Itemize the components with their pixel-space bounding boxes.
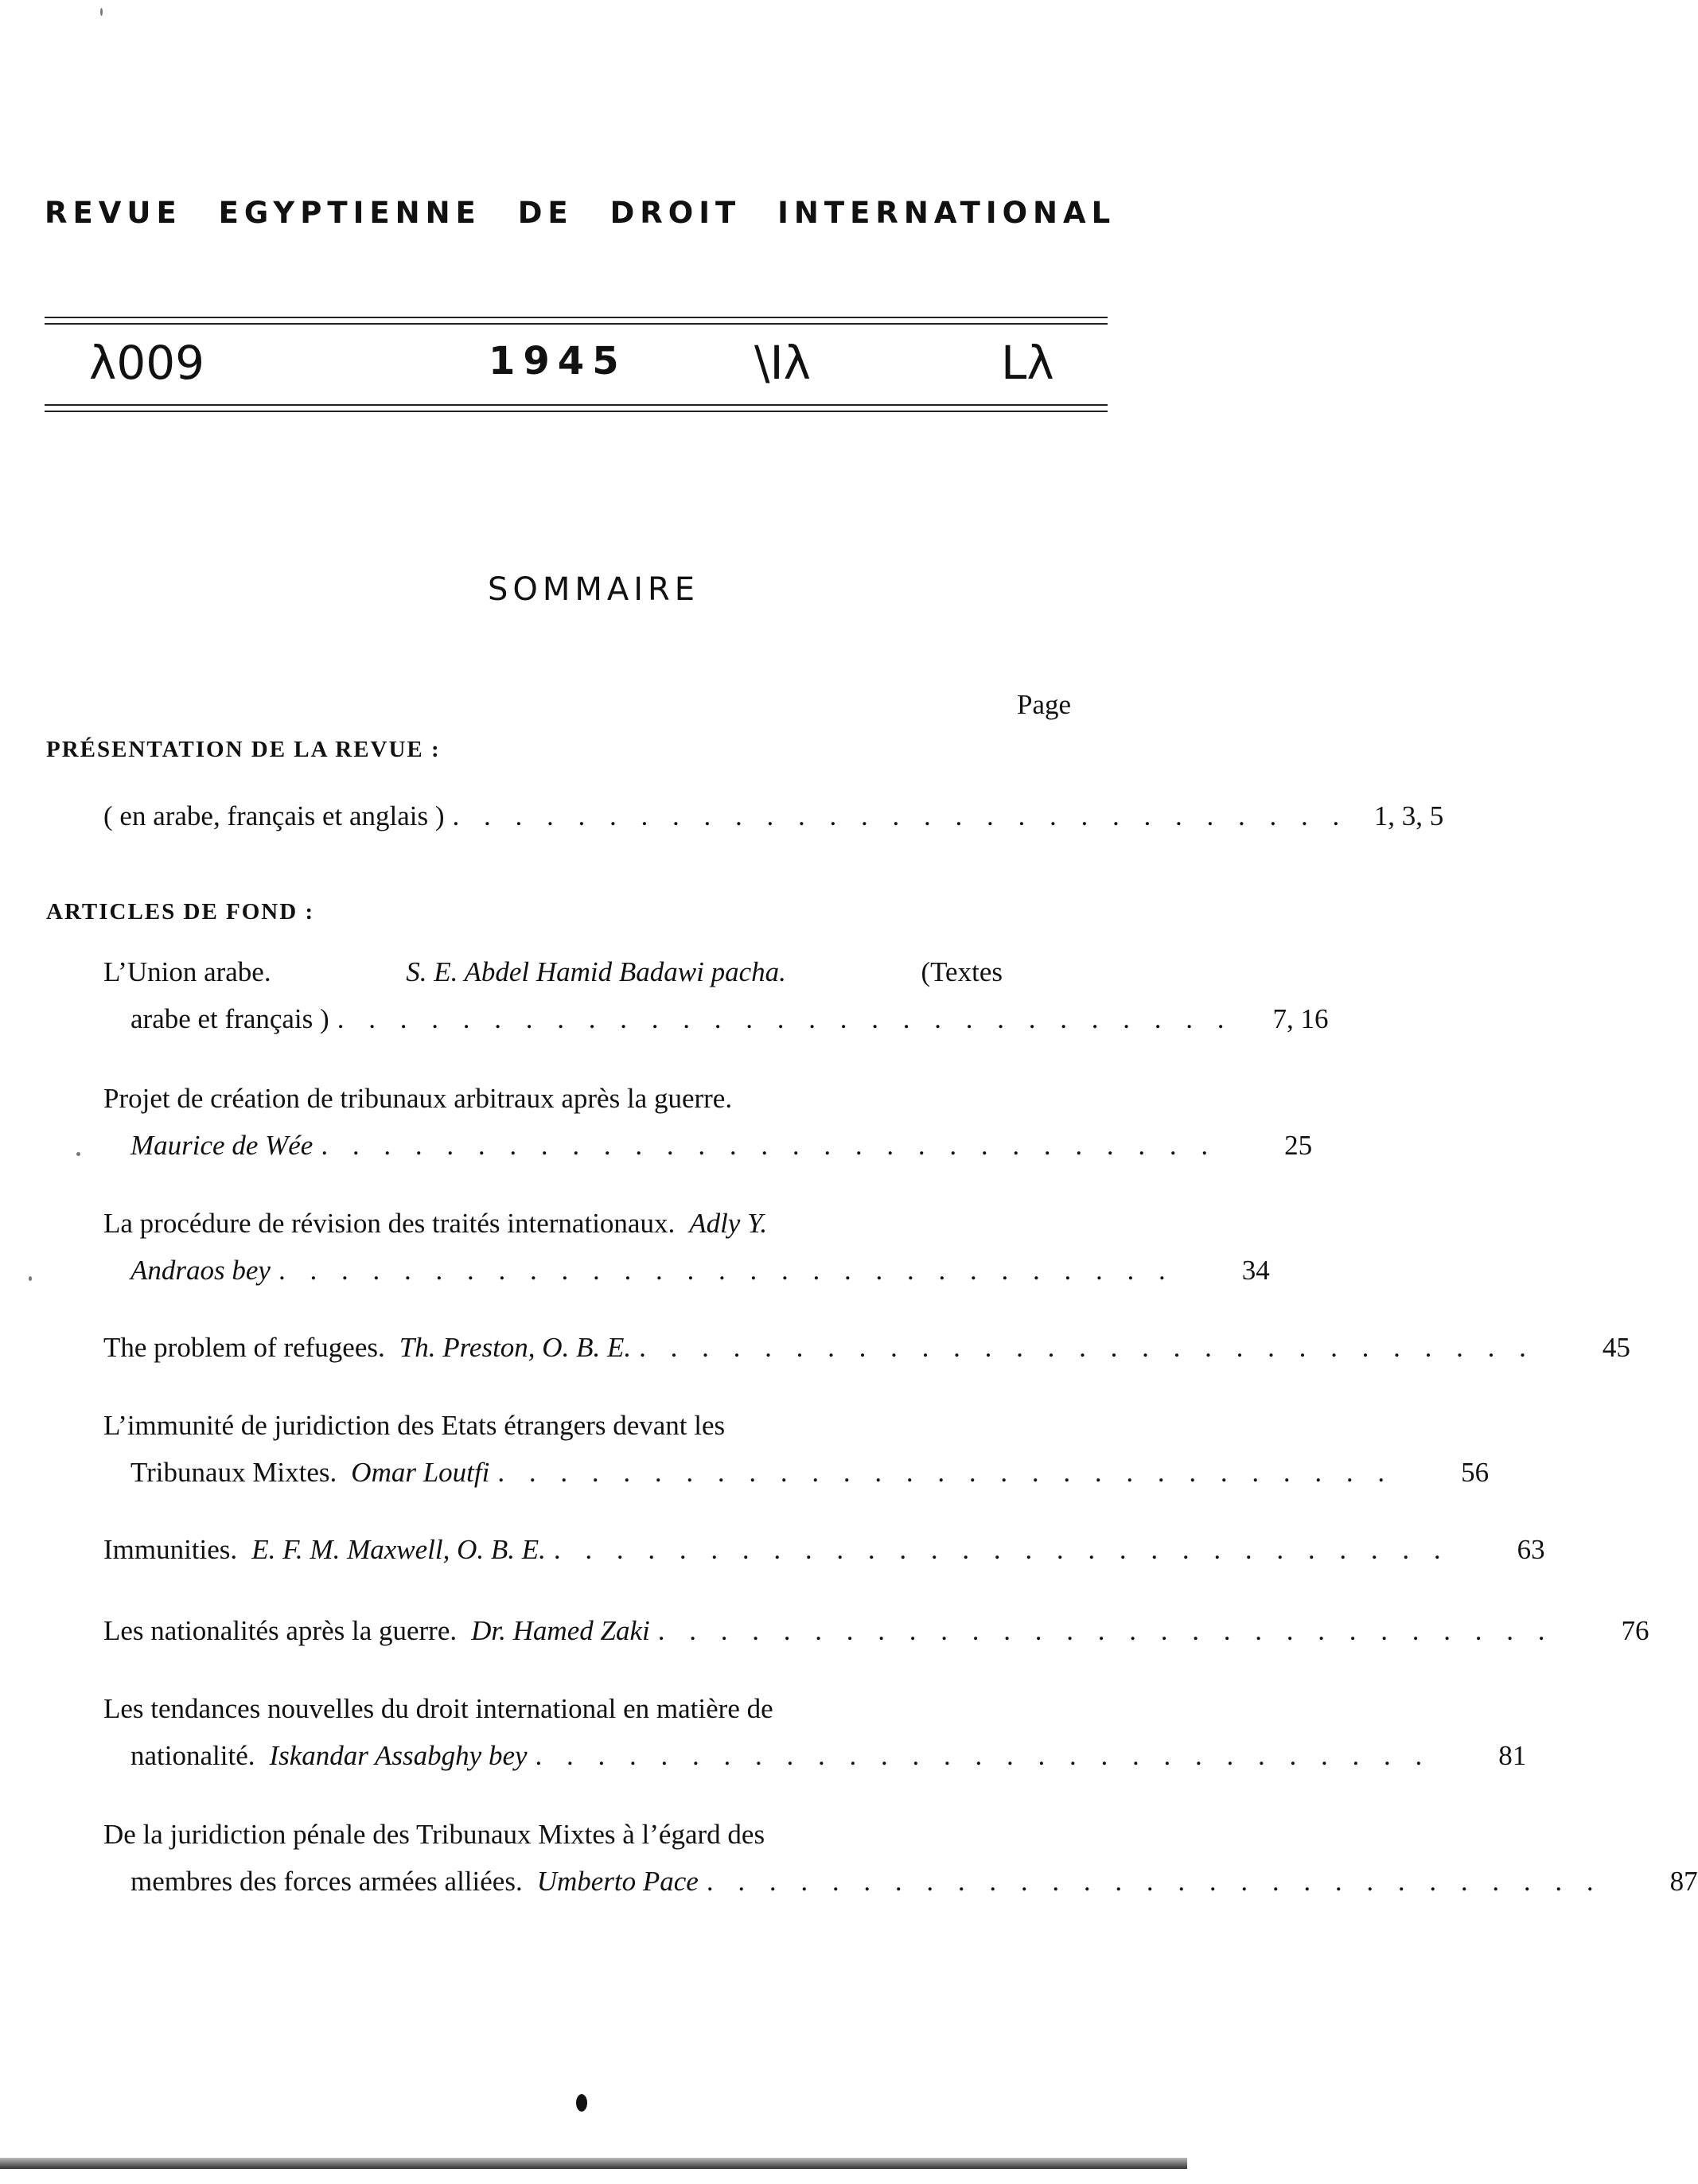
entry-page: 76 [1621,1615,1649,1646]
page-column-label: Page [1017,689,1072,720]
entry-title: Projet de création de tribunaux arbitraux après la guerre. [103,1083,733,1114]
dot-leader: . . . . . . . . . . . . . . . . . . . . . . . . . . . . . [535,1740,1431,1771]
entry-page: 87 [1669,1866,1698,1897]
entry-page: 81 [1498,1740,1527,1771]
entry-title: Les tendances nouvelles du droit international en matière de [103,1693,773,1724]
entry-page: 7, 16 [1272,1003,1329,1034]
entry-author: Dr. Hamed Zaki [471,1615,650,1646]
entry-page: 45 [1602,1332,1630,1363]
entry-title: L’immunité de juridiction des Etats étrangers devant les [103,1410,726,1441]
handwritten-note-middle: \Iλ [754,336,811,390]
toc-entry [103,1607,1649,1654]
entry-page: 56 [1461,1457,1490,1488]
dot-leader: . . . . . . . . . . . . . . . . . . . . . . . . . . . . . [337,1003,1233,1034]
entry-page: 34 [1241,1255,1270,1286]
entry-title: ( en arabe, français et anglais ) [103,800,445,831]
entry-author: Omar Loutfi [351,1457,490,1488]
entry-author: Umberto Pace [536,1866,699,1897]
toc-entry [103,1075,1313,1169]
entry-author: Adly Y. [689,1208,768,1239]
entry-author: Iskandar Assabghy bey [269,1740,528,1771]
entry-author: S. E. Abdel Hamid Badawi pacha. [406,956,786,987]
section-heading-articles: ARTICLES DE FOND : [46,899,315,925]
entry-title-continued: membres des forces armées alliées. [130,1866,523,1897]
header-top-rule [45,317,1108,325]
header-bottom-rule [45,404,1108,412]
entry-title: La procédure de révision des traités internationaux. [103,1208,676,1239]
scan-speck [100,8,103,16]
scan-speck [29,1276,32,1281]
section-heading-presentation: PRÉSENTATION DE LA REVUE : [46,737,441,762]
entry-page: 1, 3, 5 [1373,800,1444,831]
entry-author: Th. Preston, O. B. E. [399,1332,632,1363]
dot-leader: . . . . . . . . . . . . . . . . . . . . . . . . . . . . . [657,1615,1554,1646]
dot-leader: . . . . . . . . . . . . . . . . . . . . . . . . . . . . . [278,1255,1174,1286]
entry-title: The problem of refugees. [103,1332,385,1363]
issue-year: 1945 [489,339,627,383]
entry-title: Immunities. [103,1534,238,1565]
entry-author: E. F. M. Maxwell, O. B. E. [251,1534,546,1565]
handwritten-note-left: λ009 [89,336,205,390]
entry-title-continued: arabe et français ) [130,1003,329,1034]
toc-entry [103,948,1329,1042]
toc-entry [103,1200,1270,1294]
entry-page: 63 [1517,1534,1545,1565]
entry-title: De la juridiction pénale des Tribunaux Mixtes à l’égard des [103,1819,765,1850]
entry-title-tail: (Textes [921,956,1003,987]
toc-entry [103,1685,1527,1779]
dot-leader: . . . . . . . . . . . . . . . . . . . . . . . . . . . . . [497,1457,1394,1488]
footer-ink-mark [576,2094,587,2112]
entry-title-continued: nationalité. [130,1740,255,1771]
entry-author-continued: Andraos bey [130,1255,271,1286]
entry-title-continued: Tribunaux Mixtes. [130,1457,337,1488]
toc-entry [103,1526,1545,1573]
dot-leader: . . . . . . . . . . . . . . . . . . . . . . . . . . . . . [321,1130,1217,1161]
toc-entry [103,1811,1698,1905]
dot-leader: . . . . . . . . . . . . . . . . . . . . . . . . . . . . . [639,1332,1535,1363]
sommaire-heading: SOMMAIRE [487,571,700,608]
dot-leader: . . . . . . . . . . . . . . . . . . . . . . . . . . . . . [706,1866,1603,1897]
dot-leader: . . . . . . . . . . . . . . . . . . . . . . . . . . . . . [452,800,1349,831]
journal-title: REVUE EGYPTIENNE DE DROIT INTERNATIONAL [45,196,1116,230]
dot-leader: . . . . . . . . . . . . . . . . . . . . . . . . . . . . . [553,1534,1450,1565]
toc-entry [103,1402,1490,1496]
toc-entry [103,1324,1630,1371]
entry-title: L’Union arabe. [103,956,271,987]
entry-title: Les nationalités après la guerre. [103,1615,458,1646]
handwritten-note-right: Lλ [1001,336,1054,390]
scan-speck [76,1152,80,1156]
scan-bottom-edge [0,2158,1187,2169]
entry-author: Maurice de Wée [130,1130,314,1161]
toc-entry [103,792,1444,839]
entry-page: 25 [1284,1130,1313,1161]
